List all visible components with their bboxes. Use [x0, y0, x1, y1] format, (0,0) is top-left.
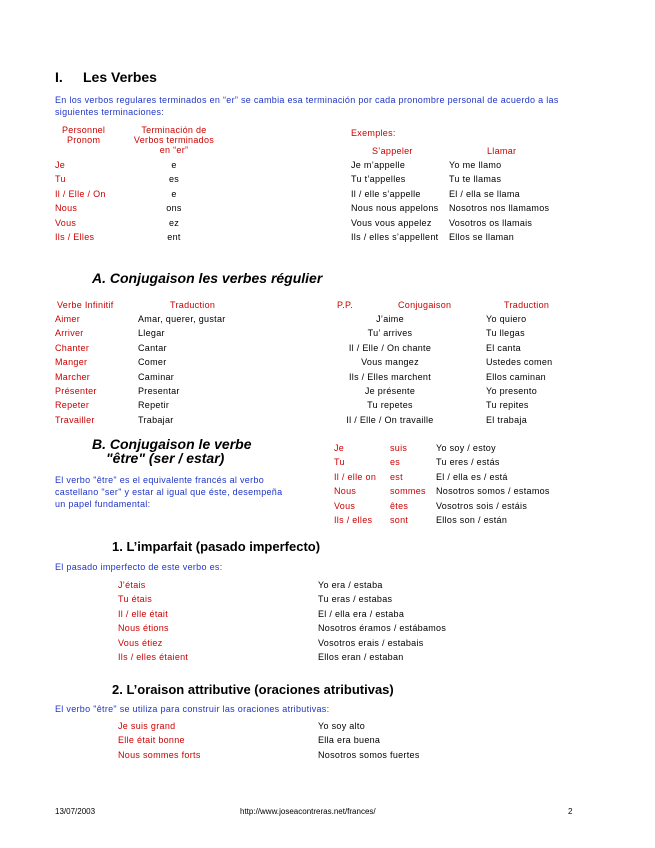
pronoun-header: Personnel Pronom — [62, 125, 106, 145]
conjugation-translation-cell: El trabaja — [486, 414, 528, 425]
translation-cell: Repetir — [138, 400, 170, 411]
etre-translation-cell: Nosotros somos / estamos — [436, 486, 550, 497]
header-trad2: Traduction — [504, 300, 550, 310]
example-fr-cell: Tu t’appelles — [351, 174, 406, 185]
etre-verb-cell: es — [390, 457, 401, 468]
verb-cell: Chanter — [55, 342, 90, 353]
etre-pronoun-cell: Nous — [334, 486, 357, 497]
section-a-title: A. Conjugaison les verbes régulier — [92, 270, 323, 286]
section-b-text: El verbo "être" es el equivalente francés al verbo castellano "ser" y estar al igual que éste, desempeña un papel fundamental: — [55, 475, 283, 509]
conjugation-cell: Vous mangez — [361, 357, 419, 368]
conjugation-cell: Il / Elle / On travaille — [346, 414, 434, 425]
imparfait-intro: El pasado imperfecto de este verbo es: — [55, 562, 223, 572]
ending-cell: es — [168, 174, 180, 185]
verb-cell: Travailler — [55, 414, 95, 425]
ending-cell: ez — [168, 217, 180, 228]
pronoun-cell: Ils / Elles — [55, 232, 95, 242]
conjugation-translation-cell: Ellos caminan — [486, 371, 546, 382]
etre-pronoun-cell: Vous — [334, 500, 356, 511]
header-verb: Verbe Infinitif — [57, 300, 114, 310]
section-title: Les Verbes — [83, 69, 157, 85]
translation-cell: Presentar — [138, 386, 180, 396]
attributive-es-cell: Nosotros somos fuertes — [318, 749, 420, 760]
section-number: I. — [55, 69, 63, 85]
attributive-intro: El verbo "être" se utiliza para construir las oraciones atributivas: — [55, 704, 330, 714]
example-fr-cell: Je m’appelle — [351, 160, 406, 170]
imparfait-es-cell: Nosotros éramos / estábamos — [318, 623, 447, 634]
verb-cell: Repeter — [55, 400, 90, 411]
attributive-es-cell: Yo soy alto — [318, 721, 365, 731]
ending-header: Terminación de Verbos terminados en “er” — [133, 125, 215, 155]
conjugation-translation-cell: El canta — [486, 342, 521, 353]
example-es-cell: Yo me llamo — [449, 160, 502, 170]
example-header-es: Llamar — [487, 146, 517, 156]
examples-title: Exemples: — [351, 128, 396, 138]
conjugation-translation-cell: Tu repites — [486, 400, 529, 411]
example-es-cell: Nosotros nos llamamos — [449, 203, 550, 214]
translation-cell: Caminar — [138, 371, 175, 382]
footer-page-number: 2 — [568, 807, 573, 816]
translation-cell: Amar, querer, gustar — [138, 314, 226, 324]
etre-verb-cell: êtes — [390, 500, 409, 511]
pronoun-cell: Il / Elle / On — [55, 188, 106, 199]
verb-cell: Marcher — [55, 371, 91, 382]
etre-translation-cell: Yo soy / estoy — [436, 443, 496, 453]
etre-verb-cell: est — [390, 471, 403, 482]
example-es-cell: El / ella se llama — [449, 188, 520, 199]
etre-translation-cell: Tu eres / estás — [436, 457, 500, 468]
example-es-cell: Ellos se llaman — [449, 232, 515, 242]
ending-cell: ent — [167, 232, 181, 242]
attributive-es-cell: Ella era buena — [318, 735, 381, 746]
imparfait-title: 1. L’imparfait (pasado imperfecto) — [112, 539, 321, 554]
etre-verb-cell: sommes — [390, 486, 426, 497]
conjugation-translation-cell: Tu llegas — [486, 328, 525, 339]
imparfait-fr-cell: Tu étais — [118, 594, 153, 605]
pronoun-cell: Vous — [55, 217, 77, 228]
imparfait-es-cell: Vosotros erais / estabais — [318, 637, 424, 648]
example-es-cell: Tu te llamas — [449, 174, 502, 185]
etre-pronoun-cell: Ils / elles — [334, 515, 373, 525]
conjugation-cell: Il / Elle / On chante — [348, 342, 432, 353]
header-pp: P.P. — [337, 300, 353, 310]
etre-pronoun-cell: Il / elle on — [334, 471, 377, 482]
imparfait-es-cell: El / ella era / estaba — [318, 608, 405, 619]
verb-cell: Arriver — [55, 328, 84, 339]
etre-translation-cell: El / ella es / está — [436, 471, 508, 482]
conjugation-cell: Tu’ arrives — [367, 328, 413, 339]
imparfait-fr-cell: Il / elle était — [118, 608, 169, 619]
conjugation-translation-cell: Ustedes comen — [486, 357, 553, 368]
verb-cell: Aimer — [55, 314, 81, 324]
footer-url[interactable]: http://www.joseacontreras.net/frances/ — [240, 807, 376, 816]
verb-cell: Présenter — [55, 386, 97, 396]
attributive-title: 2. L’oraison attributive (oraciones atributivas) — [112, 682, 394, 697]
translation-cell: Comer — [138, 357, 167, 368]
conjugation-translation-cell: Yo presento — [486, 386, 538, 396]
ending-cell: ons — [166, 203, 182, 214]
conjugation-cell: Ils / Elles marchent — [348, 371, 432, 382]
translation-cell: Trabajar — [138, 414, 174, 425]
conjugation-cell: J’aime — [376, 314, 404, 324]
verb-cell: Manger — [55, 357, 88, 368]
footer-date: 13/07/2003 — [55, 807, 96, 816]
etre-translation-cell: Ellos son / están — [436, 515, 508, 525]
etre-pronoun-cell: Tu — [334, 457, 345, 468]
imparfait-fr-cell: Vous étiez — [118, 637, 163, 648]
attributive-fr-cell: Je suis grand — [118, 721, 176, 731]
imparfait-es-cell: Tu eras / estabas — [318, 594, 393, 605]
example-fr-cell: Ils / elles s’appellent — [351, 232, 439, 242]
section-intro: En los verbos regulares terminados en “er” se cambia esa terminación por cada pronombre personal de acuerdo a las siguientes terminaciones: — [55, 95, 559, 117]
attributive-fr-cell: Elle était bonne — [118, 735, 185, 746]
etre-verb-cell: suis — [390, 443, 408, 453]
imparfait-fr-cell: J’étais — [118, 580, 146, 590]
example-header-fr: S’appeler — [372, 146, 413, 156]
etre-translation-cell: Vosotros sois / estáis — [436, 500, 528, 511]
ending-cell: e — [171, 160, 177, 170]
section-b-title: B. Conjugaison le verbe "être" (ser / estar) — [92, 436, 252, 466]
imparfait-fr-cell: Ils / elles étaient — [118, 652, 189, 662]
etre-pronoun-cell: Je — [334, 443, 345, 453]
header-conj: Conjugaison — [398, 300, 452, 310]
etre-verb-cell: sont — [390, 515, 409, 525]
example-fr-cell: Il / elle s’appelle — [351, 188, 421, 199]
imparfait-es-cell: Ellos eran / estaban — [318, 652, 404, 662]
conjugation-translation-cell: Yo quiero — [486, 314, 527, 324]
header-trad: Traduction — [170, 300, 216, 310]
pronoun-cell: Tu — [55, 174, 66, 185]
pronoun-cell: Nous — [55, 203, 78, 214]
conjugation-cell: Tu repetes — [367, 400, 413, 411]
imparfait-es-cell: Yo era / estaba — [318, 580, 383, 590]
conjugation-cell: Je présente — [364, 386, 416, 396]
example-fr-cell: Vous vous appelez — [351, 217, 432, 228]
example-es-cell: Vosotros os llamais — [449, 217, 533, 228]
pronoun-cell: Je — [55, 160, 66, 170]
translation-cell: Llegar — [138, 328, 165, 339]
translation-cell: Cantar — [138, 342, 167, 353]
example-fr-cell: Nous nous appelons — [351, 203, 439, 214]
imparfait-fr-cell: Nous étions — [118, 623, 169, 634]
attributive-fr-cell: Nous sommes forts — [118, 749, 201, 760]
ending-cell: e — [171, 188, 177, 199]
